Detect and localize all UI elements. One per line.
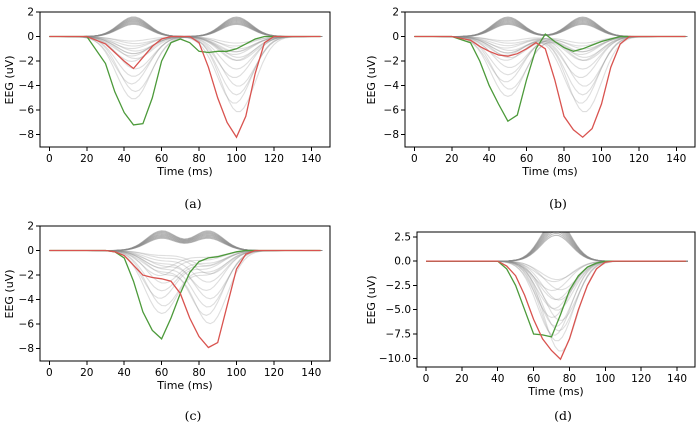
plot-area [426,220,688,359]
background-trace [426,261,688,300]
series-line-red [414,37,685,138]
y-tick-label: −5.0 [385,304,411,317]
x-tick-label: 40 [482,153,496,165]
y-tick-label: 0 [27,31,34,44]
background-trace [426,261,688,351]
x-tick-label: 140 [666,153,687,165]
x-tick-label: 100 [595,373,616,385]
y-tick-label: 2 [392,6,399,19]
background-trace [426,222,688,261]
background-trace [426,261,688,300]
x-axis-label: Time (ms) [528,385,584,398]
x-tick-label: 100 [226,367,247,379]
background-trace [49,37,322,99]
y-tick-label: −6 [383,104,399,117]
y-tick-label: −2 [18,269,34,282]
y-tick-label: −6 [18,318,34,331]
panel-caption: (c) [184,408,202,423]
background-trace [49,37,322,104]
x-tick-label: 0 [46,367,53,379]
background-trace [49,22,322,36]
series-line-green [49,251,320,339]
background-trace [49,251,322,299]
background-trace [426,224,688,261]
x-tick-label: 60 [154,367,169,379]
background-trace [49,251,322,269]
background-trace [49,23,322,36]
panel-caption: (d) [554,408,572,423]
x-axis-label: Time (ms) [522,165,578,178]
background-trace [426,261,688,279]
background-trace [426,261,688,291]
background-trace [49,24,322,36]
x-tick-label: 0 [46,153,53,165]
background-trace [426,261,688,310]
y-tick-label: −8 [18,129,34,142]
background-trace [426,261,688,341]
background-trace [49,37,322,62]
background-trace [49,37,322,112]
y-axis-label: EEG (uV) [3,55,16,105]
background-trace [414,17,687,37]
x-tick-label: 40 [491,373,505,385]
background-trace [49,17,322,37]
x-tick-label: 80 [192,367,206,379]
background-trace [426,226,688,262]
plot-area [49,17,322,137]
background-trace [49,251,322,266]
background-trace [426,233,688,261]
axes-frame [405,12,695,147]
panel-caption: (b) [549,196,567,211]
y-axis-label: EEG (uV) [365,275,378,325]
panel-caption: (a) [184,196,202,211]
x-tick-label: 0 [411,153,418,165]
x-tick-label: 20 [80,367,94,379]
background-trace [49,37,322,87]
background-trace [426,261,688,331]
x-axis-label: Time (ms) [157,165,213,178]
axes-frame [40,226,330,361]
background-trace [49,20,322,37]
series-line-red [49,37,320,138]
x-tick-label: 60 [526,373,541,385]
background-trace [49,18,322,37]
x-axis-label: Time (ms) [157,379,213,392]
y-tick-label: 2 [27,6,34,19]
x-tick-label: 20 [455,373,469,385]
y-tick-label: 2 [27,220,34,233]
y-axis-label: EEG (uV) [3,269,16,319]
x-tick-label: 40 [117,367,131,379]
chart-panel-a [3,7,330,212]
y-tick-label: −10.0 [378,352,411,365]
y-tick-label: 0 [392,31,399,44]
x-tick-label: 80 [192,153,206,165]
x-tick-label: 120 [263,367,284,379]
x-tick-label: 120 [263,153,284,165]
y-tick-label: −4 [18,294,34,307]
y-tick-label: −2 [18,55,34,68]
plot-area [49,231,322,348]
x-tick-label: 20 [445,153,459,165]
y-tick-label: −4 [18,80,34,93]
background-trace [49,22,322,37]
background-trace [426,261,688,290]
x-tick-label: 120 [628,153,649,165]
background-trace [49,37,322,61]
y-tick-label: −6 [18,104,34,117]
background-trace [49,251,322,299]
x-tick-label: 140 [667,373,688,385]
x-tick-label: 20 [80,153,94,165]
background-trace [426,230,688,262]
background-trace [414,37,687,87]
background-trace [426,261,688,308]
x-tick-label: 60 [519,153,534,165]
x-tick-label: 60 [154,153,169,165]
y-tick-label: −8 [383,129,399,142]
background-trace [414,37,687,112]
background-trace [426,228,688,262]
plot-area [414,17,687,137]
y-tick-label: −7.5 [385,328,411,341]
y-tick-label: −2 [383,55,399,68]
y-axis-label: EEG (uV) [365,55,378,105]
x-tick-label: 100 [591,153,612,165]
x-tick-label: 40 [117,153,131,165]
background-trace [49,19,322,37]
background-trace [49,251,322,283]
y-tick-label: 0.0 [394,255,411,268]
y-tick-label: −8 [18,343,34,356]
series-line-red [49,251,320,348]
chart-panel-d [365,220,695,423]
background-trace [49,37,322,92]
background-trace [426,261,688,320]
x-tick-label: 80 [562,373,577,385]
background-trace [426,235,688,261]
x-tick-label: 140 [301,367,322,379]
background-trace [426,261,688,326]
background-trace [49,37,322,95]
y-tick-label: 2.5 [394,231,411,244]
x-tick-label: 120 [631,373,652,385]
y-tick-label: −4 [383,80,399,93]
y-tick-label: −2.5 [385,279,411,292]
chart-panel-c [3,221,330,424]
x-tick-label: 100 [226,153,247,165]
background-trace [49,37,322,85]
axes-frame [40,12,330,147]
background-trace [49,251,322,276]
background-trace [426,220,688,261]
x-tick-label: 140 [301,153,322,165]
background-trace [49,21,322,37]
chart-panel-b [365,7,695,212]
series-line-green [49,37,320,125]
x-tick-label: 0 [422,373,430,385]
background-trace [426,261,688,282]
y-tick-label: 0 [27,245,34,258]
x-tick-label: 80 [557,153,571,165]
